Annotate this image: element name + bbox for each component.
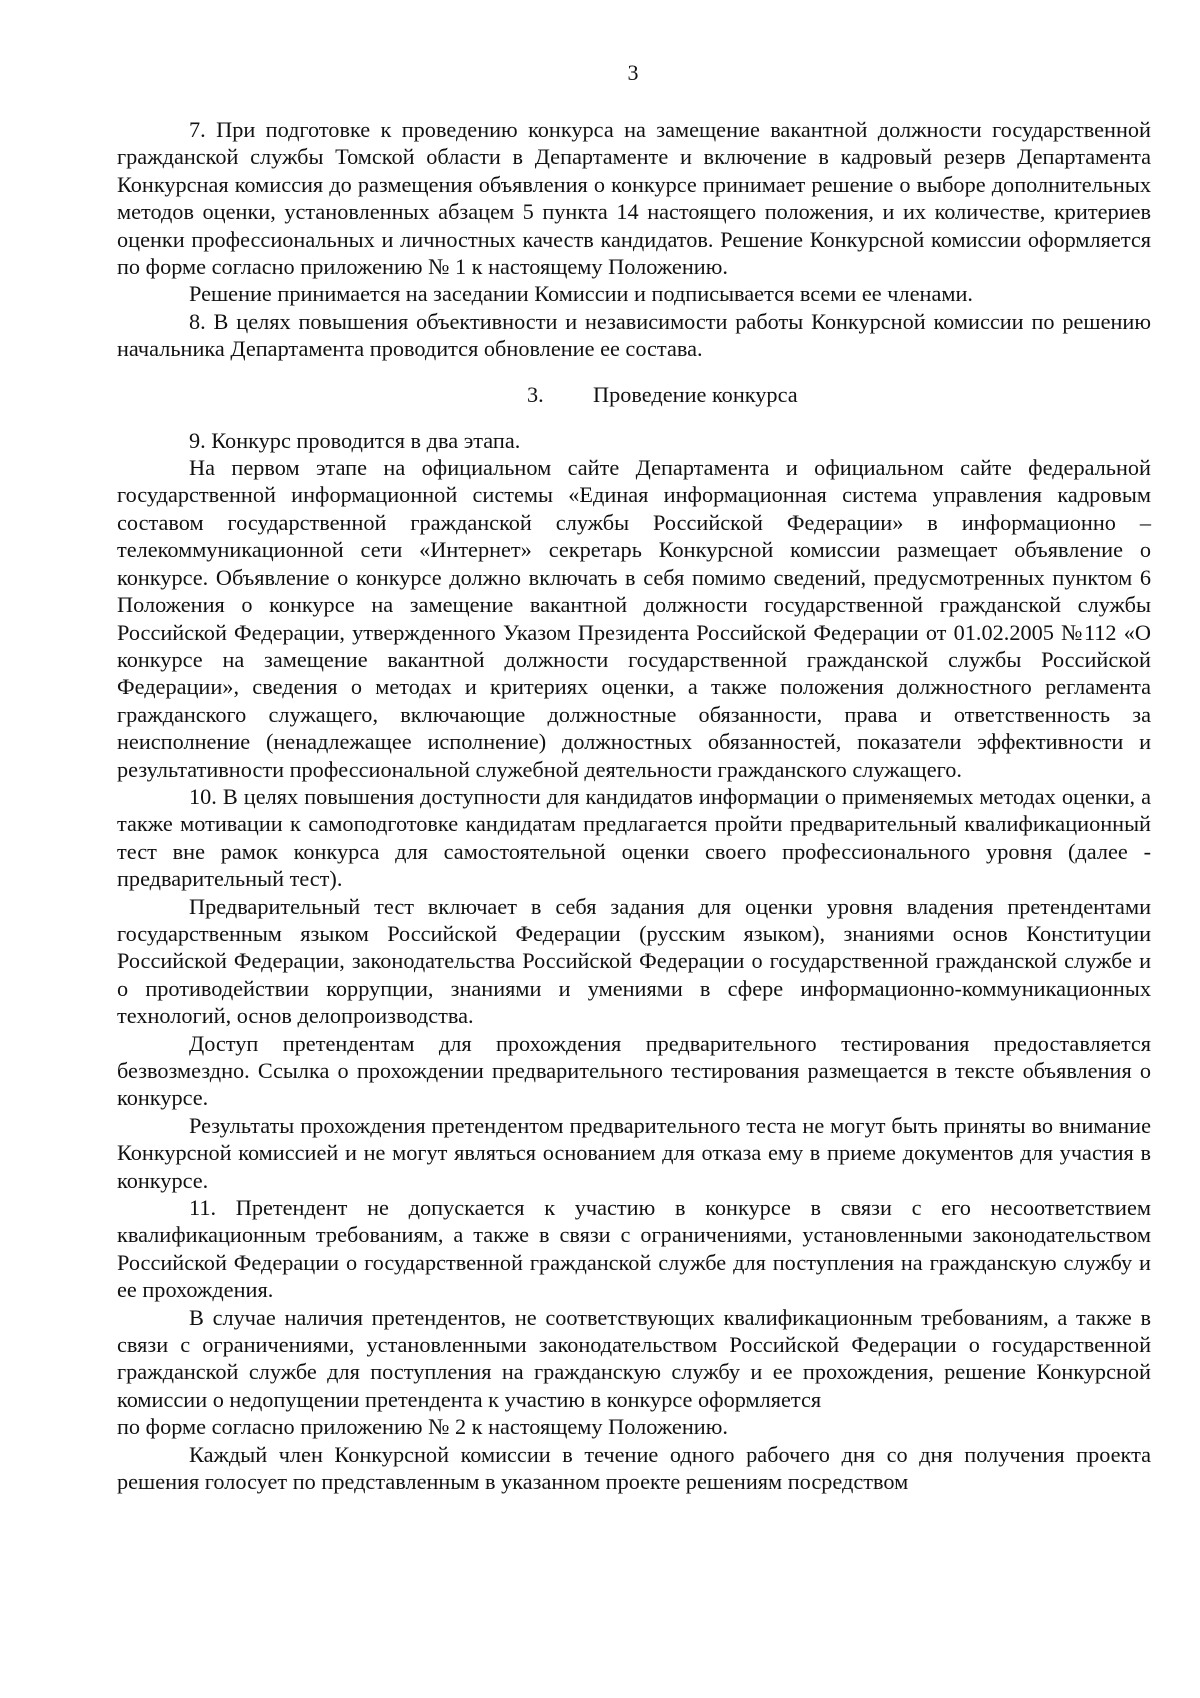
paragraph-decision-signing: Решение принимается на заседании Комиссии и подписывается всеми ее членами. — [189, 281, 973, 307]
paragraph-non-admission: В случае наличия претендентов, не соответствующих квалификационным требованиям, а также в связи с ограничениями, установленными законодательством Российской Федерации о государственной гражданской службе для поступления на гражданскую службу и ее прохождения, решение Конкурсной комиссии о недопущении претендента к участию в конкурсе оформляется — [117, 1304, 1151, 1412]
paragraph-7: 7. При подготовке к проведению конкурса на замещение вакантной должности государственной гражданской службы Томской области в Департаменте и включение в кадровый резерв Департамента Конкурсная комиссия до размещения объявления о конкурсе принимает решение о выборе дополнительных методов оценки, установленных абзацем 5 пункта 14 настоящего положения, и их количестве, критериев оценки профессиональных и личностных качеств кандидатов. Решение Конкурсной комиссии оформляется по форме согласно приложению № 1 к настоящему Положению. — [117, 117, 1151, 280]
paragraph-preliminary-test: Предварительный тест включает в себя задания для оценки уровня владения претендентами государственным языком Российской Федерации (русским языком), знаниями основ Конституции Российской Федерации, законодательства Российской Федерации о государственной гражданской службе и о противодействии коррупции, знаниями и умениями в сфере информационно-коммуникационных технологий, основ делопроизводства. — [117, 893, 1151, 1029]
section-heading — [117, 379, 1151, 411]
paragraph-9: 9. Конкурс проводится в два этапа. — [189, 427, 521, 453]
section-number: 3. — [527, 381, 544, 407]
page-number: 3 — [627, 60, 639, 85]
paragraph-form-annex-2: по форме согласно приложению № 2 к настоящему Положению. — [117, 1414, 728, 1440]
paragraph-10: 10. В целях повышения доступности для кандидатов информации о применяемых методах оценки, а также мотивации к самоподготовке кандидатам предлагается пройти предварительный квалификационный тест вне рамок конкурса для самостоятельной оценки своего профессионального уровня (далее - предварительный тест). — [117, 783, 1151, 892]
paragraph-test-results: Результаты прохождения претендентом предварительного теста не могут быть приняты во внимание Конкурсной комиссией и не могут являться основанием для отказа ему в приеме документов для участия в конкурсе. — [117, 1112, 1151, 1193]
paragraph-member-voting: Каждый член Конкурсной комиссии в течение одного рабочего дня со дня получения проекта решения голосует по представленным в указанном проекте решениям посредством — [117, 1441, 1151, 1495]
paragraph-8: 8. В целях повышения объективности и независимости работы Конкурсной комиссии по решению начальника Департамента проводится обновление ее состава. — [117, 308, 1151, 362]
paragraph-test-access: Доступ претендентам для прохождения предварительного тестирования предоставляется безвозмездно. Ссылка о прохождении предварительного тестирования размещается в тексте объявления о конкурсе. — [117, 1030, 1151, 1111]
paragraph-11: 11. Претендент не допускается к участию в конкурсе в связи с его несоответствием квалификационным требованиям, а также в связи с ограничениями, установленными законодательством Российской Федерации о государственной гражданской службе для поступления на гражданскую службу и ее прохождения. — [117, 1195, 1151, 1303]
section-title: Проведение конкурса — [593, 381, 798, 407]
paragraph-first-stage: На первом этапе на официальном сайте Департамента и официальном сайте федеральной государственной информационной системы «Единая информационная система управления кадровым составом государственной гражданской службы Российской Федерации» в информационно – телекоммуникационной сети «Интернет» секретарь Конкурсной комиссии размещает объявление о конкурсе. Объявление о конкурсе должно включать в себя помимо сведений, предусмотренных пунктом 6 Положения о конкурсе на замещение вакантной должности государственной гражданской службы Российской Федерации, утвержденного Указом Президента Российской Федерации от 01.02.2005 №112 «О конкурсе на замещение вакантной должности государственной гражданской службы Российской Федерации», сведения о методах и критериях оценки, а также положения должностного регламента гражданского служащего, включающие должностные обязанности, права и ответственность за неисполнение (ненадлежащее исполнение) должностных обязанностей, показатели эффективности и результативности профессиональной служебной деятельности гражданского служащего. — [117, 455, 1151, 782]
document-body — [117, 116, 1151, 1496]
